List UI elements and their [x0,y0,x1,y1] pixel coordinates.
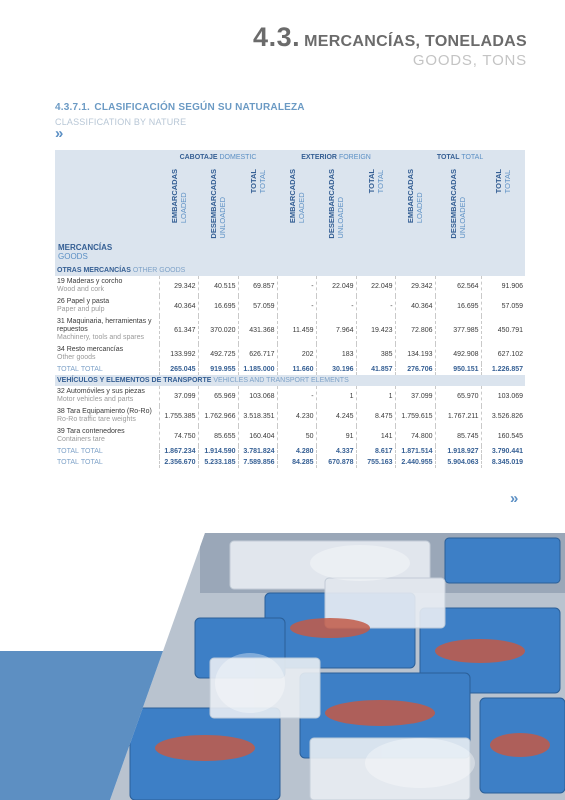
subcolumn-header: EMBARCADAS LOADED [277,165,316,265]
table-cell: 8.617 [356,446,395,457]
table-cell: 7.589.856 [238,457,277,468]
table-cell: 40.364 [395,296,435,316]
port-crates-photo [0,533,565,800]
table-cell: 385 [356,344,395,364]
row-header-cell [55,150,159,265]
table-cell: - [277,386,316,406]
table-cell: 29.342 [159,276,198,296]
table-cell: 265.045 [159,364,198,375]
section-header-row [55,265,525,276]
table-cell: 61.347 [159,316,198,344]
table-cell: 16.695 [435,296,481,316]
table-cell: 41.857 [356,364,395,375]
table-cell: 74.750 [159,426,198,446]
subsection-number: 4.3.7.1. [55,102,90,113]
table-cell: 1.871.514 [395,446,435,457]
subsection-heading [55,97,305,127]
subcolumn-header: TOTAL TOTAL [356,165,395,265]
table-cell: 202 [277,344,316,364]
table-cell: 1.767.211 [435,406,481,426]
page-header [253,22,527,69]
section-total-row [55,364,525,375]
section-title: VEHÍCULOS Y ELEMENTOS DE TRANSPORTE VEHICLES AND TRANSPORT ELEMENTS [55,375,525,386]
table-cell: 74.800 [395,426,435,446]
table-cell: 755.163 [356,457,395,468]
table-cell: 950.151 [435,364,481,375]
grand-total-row [55,457,525,468]
table-cell: 1 [316,386,356,406]
table-cell: 183 [316,344,356,364]
subcolumn-header: TOTAL TOTAL [238,165,277,265]
table-cell: 3.781.824 [238,446,277,457]
double-chevron-icon: » [510,490,516,507]
table-cell: 103.069 [481,386,525,406]
table-row [55,426,525,446]
table-cell: 40.364 [159,296,198,316]
table-row [55,276,525,296]
section-title-en: GOODS, TONS [412,52,527,69]
table-cell: 133.992 [159,344,198,364]
section-total-row [55,446,525,457]
table-cell: 1.755.385 [159,406,198,426]
row-label: 19 Maderas y corcho Wood and cork [57,278,123,293]
table-cell: 57.059 [481,296,525,316]
table-cell: 134.193 [395,344,435,364]
table-cell: 670.878 [316,457,356,468]
table-cell: 30.196 [316,364,356,375]
subsection-title-en: CLASSIFICATION BY NATURE [55,117,187,127]
table-cell: 62.564 [435,276,481,296]
table-cell: 2.440.955 [395,457,435,468]
row-label: 39 Tara contenedores Containers tare [57,428,125,443]
section-title: OTRAS MERCANCÍAS OTHER GOODS [55,265,525,276]
table-cell: 492.725 [198,344,238,364]
table-cell: 57.059 [238,296,277,316]
table-cell: - [277,276,316,296]
table-cell: 2.356.670 [159,457,198,468]
table-cell: 65.969 [198,386,238,406]
subcolumn-header: DESEMBARCADAS UNLOADED [198,165,238,265]
subcolumn-header: EMBARCADAS LOADED [159,165,198,265]
table-cell: 16.695 [198,296,238,316]
table-cell: 37.099 [159,386,198,406]
table-cell: 1 [356,386,395,406]
table-cell: 1.226.857 [481,364,525,375]
row-label: TOTAL TOTAL [57,448,103,455]
table-cell: 626.717 [238,344,277,364]
table-row [55,406,525,426]
table-cell: 5.904.063 [435,457,481,468]
table-cell: 4.230 [277,406,316,426]
table-cell: 141 [356,426,395,446]
table-cell: 65.970 [435,386,481,406]
goods-table [55,150,525,468]
row-label: 34 Resto mercancías Other goods [57,346,124,361]
table-cell: 4.337 [316,446,356,457]
table-cell: 3.518.351 [238,406,277,426]
table-cell: 919.955 [198,364,238,375]
section-number: 4.3. [253,22,301,52]
table-cell: 276.706 [395,364,435,375]
row-header-en: GOODS [58,252,88,261]
table-cell: 492.908 [435,344,481,364]
row-label: 32 Automóviles y sus piezas Motor vehicles and parts [57,388,145,403]
table-cell: 19.423 [356,316,395,344]
table-cell: 37.099 [395,386,435,406]
double-chevron-icon: » [55,125,61,142]
table-cell: 22.049 [356,276,395,296]
table-cell: 22.049 [316,276,356,296]
table-cell: 11.459 [277,316,316,344]
table-cell: 3.790.441 [481,446,525,457]
subsection-title: CLASIFICACIÓN SEGÚN SU NATURALEZA [94,102,305,113]
table-cell: 1.867.234 [159,446,198,457]
photo-illustration [0,533,565,800]
subcolumn-header: DESEMBARCADAS UNLOADED [435,165,481,265]
group-header-foreign: EXTERIOR FOREIGN [277,150,395,165]
table-cell: 1.762.966 [198,406,238,426]
subcolumn-header: EMBARCADAS LOADED [395,165,435,265]
section-header-row [55,375,525,386]
row-label: 31 Maquinaria, herramientas y repuestos Machinery, tools and spares [57,318,152,341]
table-cell: 8.345.019 [481,457,525,468]
table-cell: 91 [316,426,356,446]
row-label: 26 Papel y pasta Paper and pulp [57,298,110,313]
table-cell: 431.368 [238,316,277,344]
table-cell: 91.906 [481,276,525,296]
section-title: MERCANCÍAS, TONELADAS [304,33,527,50]
table-cell: 50 [277,426,316,446]
row-label: 38 Tara Equipamiento (Ro-Ro) Ro-Ro traffic tare weights [57,408,152,423]
table-cell: 72.806 [395,316,435,344]
subcolumn-header: DESEMBARCADAS UNLOADED [316,165,356,265]
table-row [55,296,525,316]
table-cell: 85.655 [198,426,238,446]
group-header-domestic: CABOTAJE DOMESTIC [159,150,277,165]
table-cell: 11.660 [277,364,316,375]
table-cell: 40.515 [198,276,238,296]
table-cell: 1.185.000 [238,364,277,375]
table-cell: - [277,296,316,316]
table-cell: - [316,296,356,316]
table-cell: 29.342 [395,276,435,296]
table-cell: 627.102 [481,344,525,364]
table-row [55,316,525,344]
row-label: TOTAL TOTAL [57,366,103,373]
table-cell: 450.791 [481,316,525,344]
table-cell: 1.759.615 [395,406,435,426]
table-body [55,150,525,468]
table-cell: - [356,296,395,316]
table-cell: 3.526.826 [481,406,525,426]
table-cell: 160.404 [238,426,277,446]
table-cell: 8.475 [356,406,395,426]
subcolumn-header: TOTAL TOTAL [481,165,525,265]
table-cell: 1.914.590 [198,446,238,457]
table-cell: 4.280 [277,446,316,457]
table-cell: 1.918.927 [435,446,481,457]
table-row [55,386,525,406]
table-cell: 4.245 [316,406,356,426]
group-header-row [55,150,525,165]
table-cell: 85.745 [435,426,481,446]
table-cell: 5.233.185 [198,457,238,468]
table-cell: 377.985 [435,316,481,344]
table-cell: 103.068 [238,386,277,406]
table-cell: 84.285 [277,457,316,468]
table-cell: 7.964 [316,316,356,344]
row-label: TOTAL TOTAL [57,459,103,466]
row-header-es: MERCANCÍAS [58,243,113,252]
group-header-total: TOTAL TOTAL [395,150,525,165]
table-cell: 370.020 [198,316,238,344]
table-cell: 160.545 [481,426,525,446]
table-cell: 69.857 [238,276,277,296]
table-row [55,344,525,364]
